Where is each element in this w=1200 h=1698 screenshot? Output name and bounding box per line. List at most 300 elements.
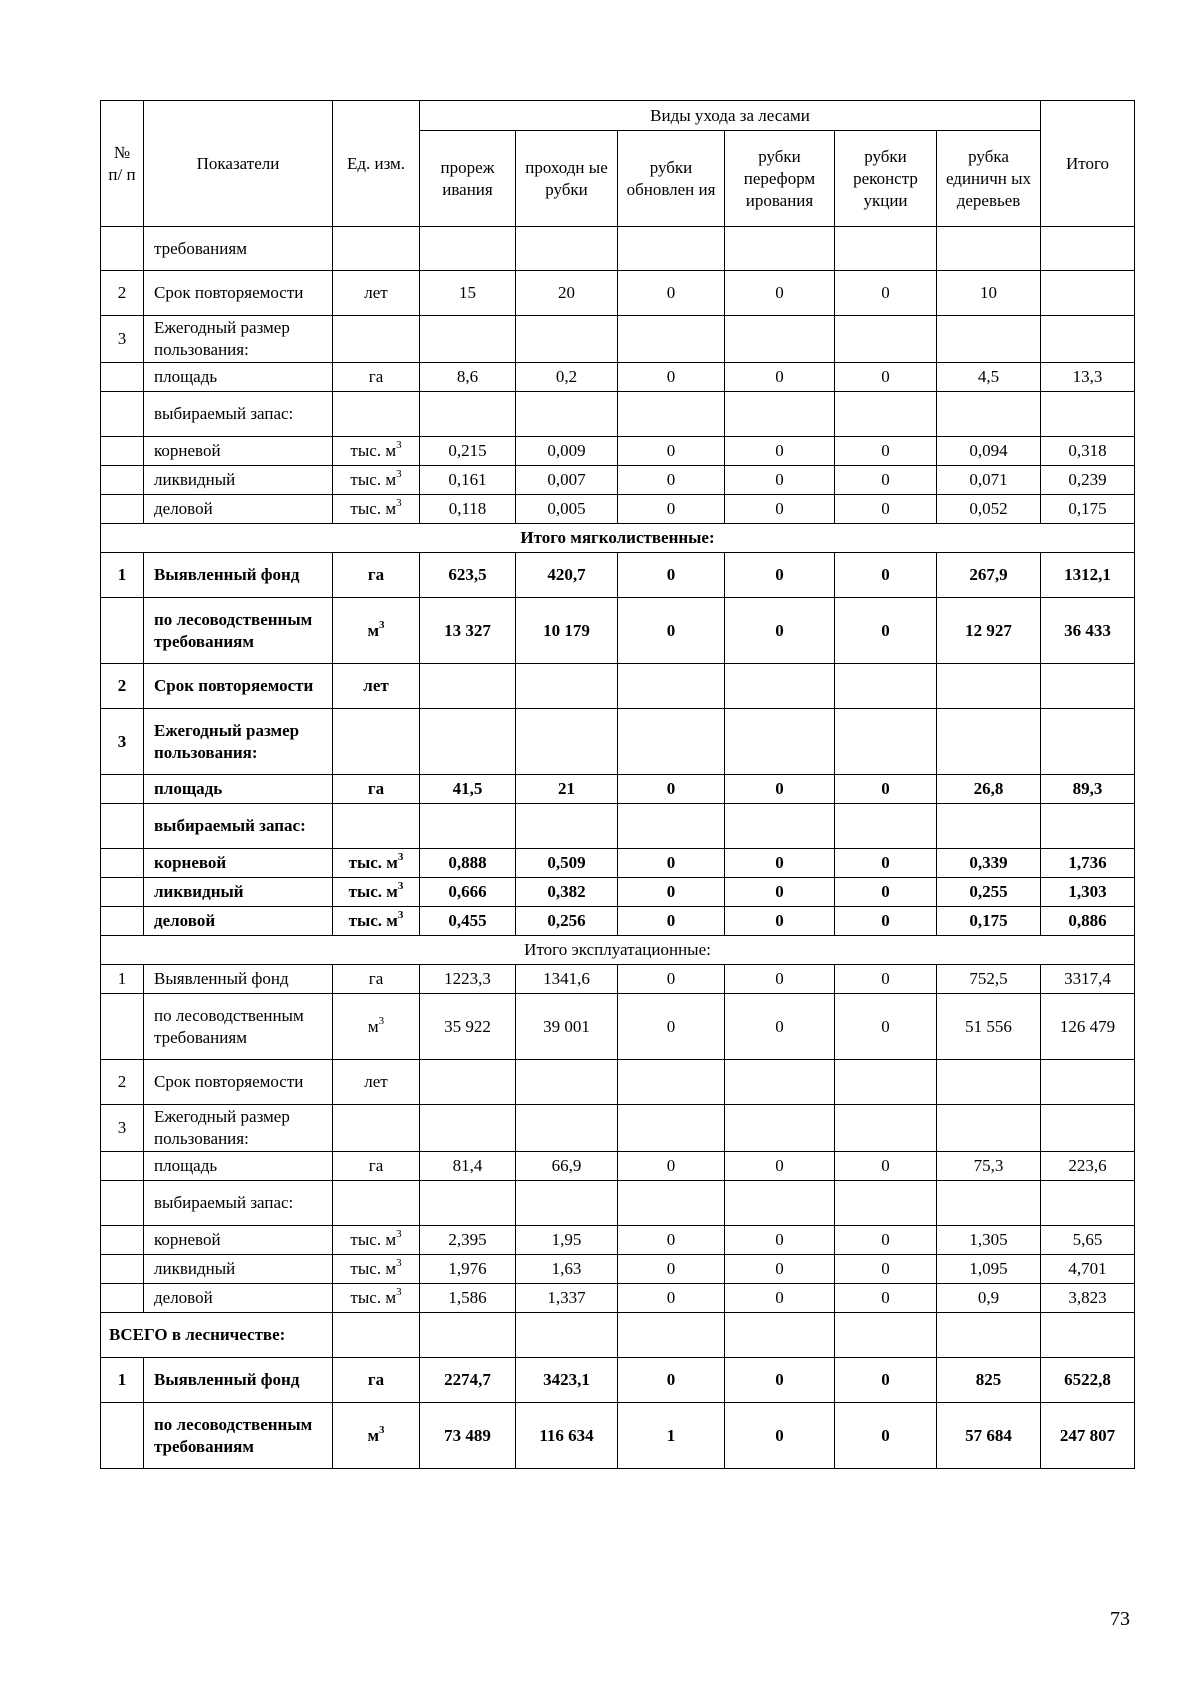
value-cell: 0 (835, 1358, 937, 1403)
table-row (101, 878, 1135, 907)
value-cell: 0,455 (420, 907, 516, 936)
row-number: 3 (101, 709, 144, 775)
value-cell: 420,7 (516, 553, 618, 598)
row-number (101, 1255, 144, 1284)
unit-text: га (367, 1370, 385, 1389)
value-cell (725, 392, 835, 437)
value-cell: 1,586 (420, 1284, 516, 1313)
value-cell (725, 709, 835, 775)
table-row (101, 466, 1135, 495)
value-cell: 1,337 (516, 1284, 618, 1313)
value-cell: 0 (618, 1255, 725, 1284)
total-cell (1041, 227, 1135, 271)
total-cell: 36 433 (1041, 598, 1135, 664)
value-cell (618, 1105, 725, 1152)
header-group: Виды ухода за лесами (420, 101, 1041, 131)
value-cell: 20 (516, 271, 618, 316)
value-cell: 0 (725, 775, 835, 804)
unit-cell (333, 227, 420, 271)
unit-exponent: 3 (379, 1423, 385, 1436)
total-cell: 4,701 (1041, 1255, 1135, 1284)
row-number (101, 1403, 144, 1469)
value-cell (937, 1060, 1041, 1105)
value-cell: 39 001 (516, 994, 618, 1060)
value-cell: 0 (725, 1226, 835, 1255)
unit-exponent: 3 (379, 618, 385, 631)
total-cell: 1,303 (1041, 878, 1135, 907)
unit-text: тыс. м (350, 1259, 397, 1278)
row-label: Выявленный фонд (144, 965, 333, 994)
unit-exponent: 3 (378, 1014, 385, 1027)
value-cell (835, 316, 937, 363)
row-number (101, 227, 144, 271)
value-cell: 10 (937, 271, 1041, 316)
row-number (101, 1152, 144, 1181)
value-cell: 0 (618, 1284, 725, 1313)
table-row (101, 804, 1135, 849)
value-cell (725, 316, 835, 363)
row-label: деловой (144, 907, 333, 936)
value-cell: 0,256 (516, 907, 618, 936)
value-cell: 0 (725, 1255, 835, 1284)
value-cell (835, 804, 937, 849)
unit-cell (333, 849, 420, 878)
value-cell: 0 (835, 1226, 937, 1255)
table-row (101, 1358, 1135, 1403)
total-cell: 89,3 (1041, 775, 1135, 804)
value-cell (725, 664, 835, 709)
unit-cell (333, 1255, 420, 1284)
value-cell (516, 392, 618, 437)
table-row (101, 1255, 1135, 1284)
header-unit: Ед. изм. (333, 101, 420, 227)
unit-cell (333, 553, 420, 598)
table-header (101, 101, 1135, 227)
value-cell: 0,175 (937, 907, 1041, 936)
value-cell (835, 664, 937, 709)
unit-exponent: 3 (396, 439, 402, 452)
value-cell: 51 556 (937, 994, 1041, 1060)
total-cell: 13,3 (1041, 363, 1135, 392)
row-number: 1 (101, 553, 144, 598)
value-cell: 0 (835, 1152, 937, 1181)
value-cell (516, 227, 618, 271)
value-cell: 2274,7 (420, 1358, 516, 1403)
value-cell: 0 (725, 553, 835, 598)
row-label: Ежегодный размер пользования: (144, 316, 333, 363)
value-cell (937, 1181, 1041, 1226)
empty-cell (333, 1313, 420, 1358)
value-cell: 1,95 (516, 1226, 618, 1255)
row-label: по лесоводственным требованиям (144, 598, 333, 664)
total-cell: 1312,1 (1041, 553, 1135, 598)
table-row (101, 709, 1135, 775)
value-cell: 0 (725, 271, 835, 316)
unit-text: лет (363, 676, 389, 695)
unit-text: тыс. м (350, 1288, 397, 1307)
value-cell (420, 227, 516, 271)
value-cell: 0 (618, 1226, 725, 1255)
empty-cell (516, 1313, 618, 1358)
value-cell (835, 392, 937, 437)
unit-text: тыс. м (350, 1230, 397, 1249)
row-number (101, 363, 144, 392)
value-cell (937, 804, 1041, 849)
value-cell (618, 316, 725, 363)
value-cell (937, 1105, 1041, 1152)
total-cell (1041, 1181, 1135, 1226)
value-cell (420, 664, 516, 709)
section-row (101, 936, 1135, 965)
table-row (101, 1060, 1135, 1105)
value-cell: 0 (725, 1358, 835, 1403)
unit-text: м (367, 1016, 379, 1036)
empty-cell (1041, 1313, 1135, 1358)
table-row (101, 316, 1135, 363)
value-cell: 0 (618, 907, 725, 936)
value-cell: 0,161 (420, 466, 516, 495)
value-cell: 0,888 (420, 849, 516, 878)
table-row (101, 664, 1135, 709)
value-cell: 0,339 (937, 849, 1041, 878)
row-number (101, 907, 144, 936)
value-cell: 0 (618, 849, 725, 878)
table-row (101, 392, 1135, 437)
value-cell: 0,094 (937, 437, 1041, 466)
value-cell: 752,5 (937, 965, 1041, 994)
value-cell: 0 (725, 878, 835, 907)
table-row (101, 849, 1135, 878)
row-label: Выявленный фонд (144, 553, 333, 598)
section-row (101, 524, 1135, 553)
table-row (101, 1105, 1135, 1152)
value-cell: 0,9 (937, 1284, 1041, 1313)
value-cell: 0,009 (516, 437, 618, 466)
row-number (101, 804, 144, 849)
value-cell: 0 (835, 849, 937, 878)
total-cell: 0,175 (1041, 495, 1135, 524)
value-cell: 0 (835, 1255, 937, 1284)
value-cell (937, 316, 1041, 363)
row-number: 3 (101, 316, 144, 363)
value-cell (516, 1060, 618, 1105)
unit-cell (333, 1226, 420, 1255)
section-row (101, 1313, 1135, 1358)
unit-text: га (367, 565, 385, 584)
value-cell: 0 (618, 363, 725, 392)
row-label: Срок повторяемости (144, 1060, 333, 1105)
row-label: по лесоводственным требованиям (144, 994, 333, 1060)
unit-cell (333, 664, 420, 709)
table-row (101, 907, 1135, 936)
row-number: 3 (101, 1105, 144, 1152)
unit-cell (333, 466, 420, 495)
row-number: 2 (101, 664, 144, 709)
unit-cell (333, 1403, 420, 1469)
row-label: корневой (144, 849, 333, 878)
unit-text: тыс. м (348, 911, 398, 930)
value-cell: 0,666 (420, 878, 516, 907)
unit-exponent: 3 (397, 851, 404, 864)
value-cell: 0 (835, 994, 937, 1060)
total-cell: 126 479 (1041, 994, 1135, 1060)
unit-exponent: 3 (396, 497, 402, 510)
unit-text: м (367, 620, 380, 640)
value-cell (618, 709, 725, 775)
table-row (101, 598, 1135, 664)
section-title: Итого эксплуатационные: (101, 936, 1135, 965)
unit-cell (333, 363, 420, 392)
total-cell: 5,65 (1041, 1226, 1135, 1255)
section-title: ВСЕГО в лесничестве: (101, 1313, 333, 1358)
table-row (101, 1284, 1135, 1313)
unit-cell (333, 775, 420, 804)
value-cell (618, 392, 725, 437)
value-cell (835, 709, 937, 775)
unit-cell (333, 1152, 420, 1181)
value-cell: 0 (618, 437, 725, 466)
row-label: по лесоводственным требованиям (144, 1403, 333, 1469)
total-cell: 223,6 (1041, 1152, 1135, 1181)
value-cell: 0 (725, 598, 835, 664)
value-cell: 0,005 (516, 495, 618, 524)
value-cell: 0 (618, 466, 725, 495)
unit-cell (333, 1358, 420, 1403)
row-number (101, 1181, 144, 1226)
value-cell: 0 (835, 1403, 937, 1469)
header-col: проходн ые рубки (516, 131, 618, 227)
unit-cell (333, 965, 420, 994)
row-number (101, 392, 144, 437)
unit-cell (333, 907, 420, 936)
value-cell (835, 1105, 937, 1152)
value-cell: 0 (835, 907, 937, 936)
value-cell: 15 (420, 271, 516, 316)
table-row (101, 271, 1135, 316)
row-label: требованиям (144, 227, 333, 271)
value-cell: 0 (835, 775, 937, 804)
unit-cell (333, 598, 420, 664)
header-col: рубки переформ ирования (725, 131, 835, 227)
value-cell (420, 1105, 516, 1152)
unit-exponent: 3 (396, 468, 402, 481)
value-cell: 66,9 (516, 1152, 618, 1181)
value-cell: 0 (725, 907, 835, 936)
value-cell (725, 1181, 835, 1226)
row-label: корневой (144, 1226, 333, 1255)
row-label: выбираемый запас: (144, 1181, 333, 1226)
unit-text: тыс. м (350, 499, 397, 518)
value-cell: 0,007 (516, 466, 618, 495)
row-number (101, 994, 144, 1060)
value-cell: 0 (725, 849, 835, 878)
total-cell (1041, 1060, 1135, 1105)
row-number (101, 878, 144, 907)
header-col: рубка единичн ых деревьев (937, 131, 1041, 227)
value-cell (618, 1181, 725, 1226)
value-cell: 0,382 (516, 878, 618, 907)
unit-text: лет (364, 1072, 388, 1091)
value-cell: 0,052 (937, 495, 1041, 524)
row-label: площадь (144, 1152, 333, 1181)
value-cell: 0 (618, 495, 725, 524)
row-number: 1 (101, 965, 144, 994)
value-cell: 0 (835, 598, 937, 664)
value-cell: 0,509 (516, 849, 618, 878)
value-cell: 0 (725, 1403, 835, 1469)
row-number: 1 (101, 1358, 144, 1403)
unit-cell (333, 994, 420, 1060)
value-cell: 0 (725, 1284, 835, 1313)
value-cell: 0 (835, 553, 937, 598)
value-cell: 0 (835, 965, 937, 994)
row-number (101, 598, 144, 664)
row-label: площадь (144, 363, 333, 392)
unit-text: га (367, 779, 385, 798)
unit-text: га (368, 969, 384, 988)
value-cell: 4,5 (937, 363, 1041, 392)
total-cell: 6522,8 (1041, 1358, 1135, 1403)
value-cell (618, 804, 725, 849)
header-col: прореж ивания (420, 131, 516, 227)
empty-cell (937, 1313, 1041, 1358)
value-cell: 35 922 (420, 994, 516, 1060)
table-row (101, 495, 1135, 524)
total-cell (1041, 664, 1135, 709)
total-cell: 3,823 (1041, 1284, 1135, 1313)
value-cell (420, 804, 516, 849)
table-row (101, 994, 1135, 1060)
value-cell: 0 (618, 1152, 725, 1181)
value-cell: 0 (725, 994, 835, 1060)
value-cell (516, 709, 618, 775)
header-col: рубки реконстр укции (835, 131, 937, 227)
total-cell (1041, 709, 1135, 775)
value-cell: 0 (725, 437, 835, 466)
unit-cell (333, 437, 420, 466)
row-label: Выявленный фонд (144, 1358, 333, 1403)
header-col: рубки обновлен ия (618, 131, 725, 227)
row-label: деловой (144, 1284, 333, 1313)
value-cell (937, 392, 1041, 437)
row-label: выбираемый запас: (144, 804, 333, 849)
value-cell: 0 (835, 271, 937, 316)
value-cell: 0 (618, 965, 725, 994)
table-row (101, 227, 1135, 271)
empty-cell (835, 1313, 937, 1358)
value-cell: 0 (725, 363, 835, 392)
value-cell: 0,071 (937, 466, 1041, 495)
unit-text: тыс. м (348, 853, 398, 872)
unit-cell (333, 271, 420, 316)
value-cell (937, 664, 1041, 709)
value-cell: 0 (618, 271, 725, 316)
value-cell: 81,4 (420, 1152, 516, 1181)
value-cell: 0 (618, 1358, 725, 1403)
value-cell: 0 (725, 965, 835, 994)
unit-cell (333, 392, 420, 437)
value-cell: 1341,6 (516, 965, 618, 994)
value-cell (725, 1060, 835, 1105)
value-cell: 0 (835, 466, 937, 495)
value-cell: 13 327 (420, 598, 516, 664)
value-cell: 1,305 (937, 1226, 1041, 1255)
value-cell: 57 684 (937, 1403, 1041, 1469)
value-cell (420, 709, 516, 775)
table-row (101, 363, 1135, 392)
row-label: выбираемый запас: (144, 392, 333, 437)
value-cell: 0,2 (516, 363, 618, 392)
value-cell: 0 (618, 994, 725, 1060)
table-row (101, 1181, 1135, 1226)
header-indicator: Показатели (144, 101, 333, 227)
value-cell: 10 179 (516, 598, 618, 664)
value-cell: 0 (618, 553, 725, 598)
unit-cell (333, 1284, 420, 1313)
row-number: 2 (101, 1060, 144, 1105)
value-cell: 0,255 (937, 878, 1041, 907)
table-row (101, 965, 1135, 994)
unit-text: тыс. м (350, 470, 397, 489)
value-cell (618, 664, 725, 709)
value-cell (516, 1105, 618, 1152)
row-number (101, 466, 144, 495)
empty-cell (618, 1313, 725, 1358)
value-cell (937, 709, 1041, 775)
value-cell (420, 316, 516, 363)
row-label: Ежегодный размер пользования: (144, 1105, 333, 1152)
row-number (101, 495, 144, 524)
table-row (101, 775, 1135, 804)
value-cell (420, 1060, 516, 1105)
total-cell: 247 807 (1041, 1403, 1135, 1469)
value-cell: 0 (835, 363, 937, 392)
value-cell: 3423,1 (516, 1358, 618, 1403)
value-cell: 825 (937, 1358, 1041, 1403)
value-cell: 2,395 (420, 1226, 516, 1255)
value-cell: 0 (835, 495, 937, 524)
unit-exponent: 3 (397, 909, 404, 922)
unit-exponent: 3 (396, 1228, 402, 1241)
unit-text: м (367, 1425, 380, 1445)
value-cell: 0 (725, 495, 835, 524)
total-cell: 0,318 (1041, 437, 1135, 466)
value-cell: 267,9 (937, 553, 1041, 598)
unit-cell (333, 316, 420, 363)
table-row (101, 553, 1135, 598)
header-total: Итого (1041, 101, 1135, 227)
value-cell: 0 (725, 1152, 835, 1181)
unit-text: лет (364, 283, 388, 302)
row-label: площадь (144, 775, 333, 804)
row-label: ликвидный (144, 466, 333, 495)
unit-cell (333, 1181, 420, 1226)
value-cell (835, 227, 937, 271)
row-label: Ежегодный размер пользования: (144, 709, 333, 775)
row-number (101, 849, 144, 878)
value-cell (516, 664, 618, 709)
value-cell (937, 227, 1041, 271)
value-cell: 1,63 (516, 1255, 618, 1284)
value-cell: 21 (516, 775, 618, 804)
value-cell: 116 634 (516, 1403, 618, 1469)
row-label: деловой (144, 495, 333, 524)
value-cell: 1 (618, 1403, 725, 1469)
unit-exponent: 3 (397, 880, 404, 893)
value-cell: 75,3 (937, 1152, 1041, 1181)
value-cell (835, 1181, 937, 1226)
row-number: 2 (101, 271, 144, 316)
